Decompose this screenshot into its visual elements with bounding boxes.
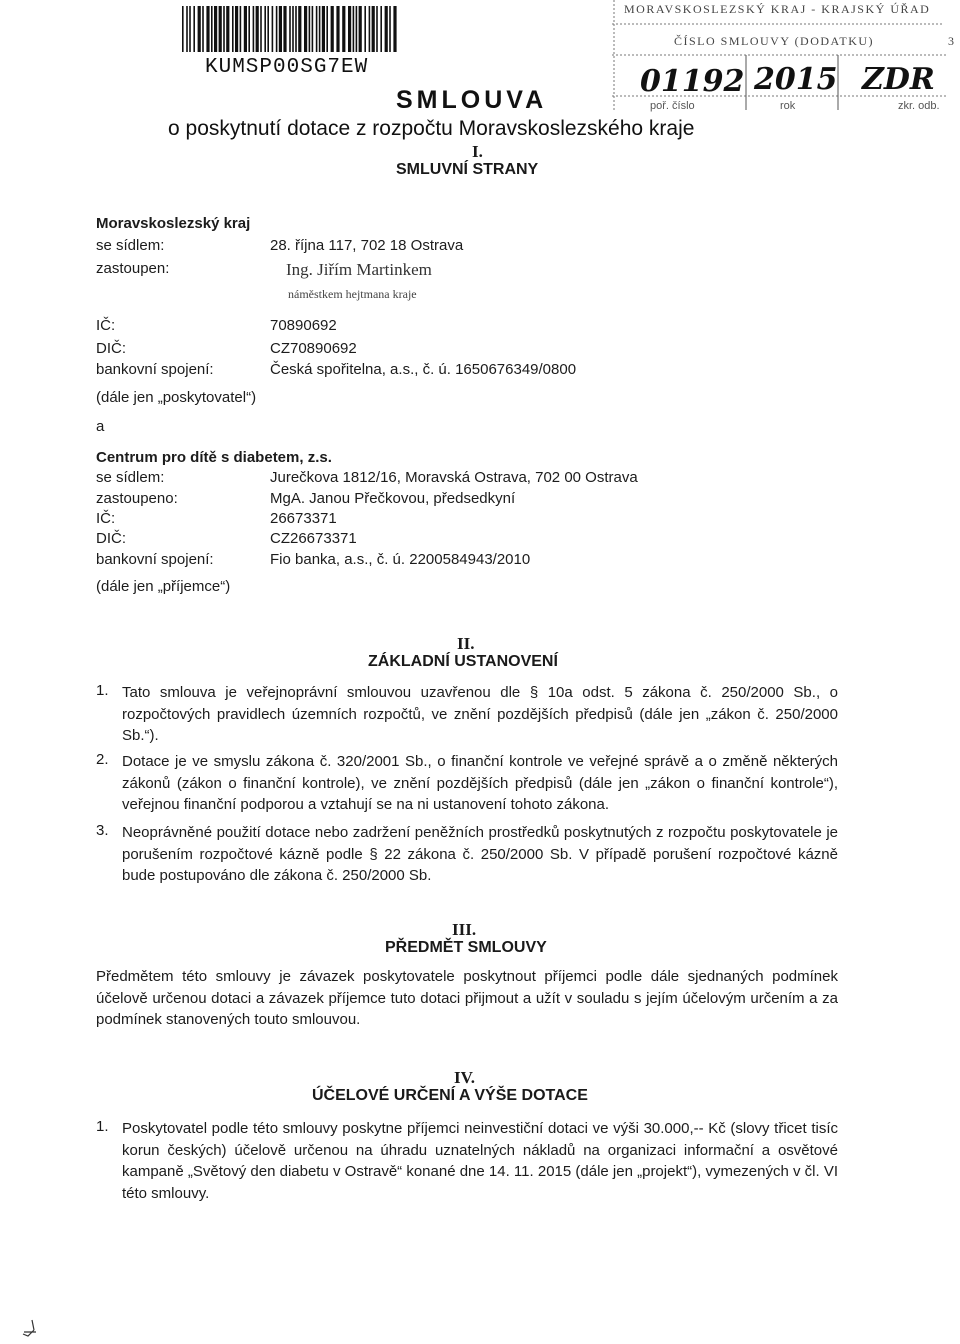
provider-ic: 70890692: [270, 317, 337, 334]
registration-office: MORAVSKOSLEZSKÝ KRAJ - KRAJSKÝ ÚŘAD: [624, 2, 931, 16]
section4-item1-text: Poskytovatel podle této smlouvy poskytne příjemci neinvestiční dotaci ve výši 30.000,-- Kč (slovy třicet tisíc korun českých) účelově určenou na úhradu uznatelných nákladů na organizaci informační a osvětové kampaně „Světový den diabetu v Ostravě“ konané dne 14. 11. 2015 (dále jen „projekt“), vymezených v čl. VI této smlouvy.: [122, 1120, 838, 1202]
section2-title: ZÁKLADNÍ USTANOVENÍ: [368, 653, 558, 670]
provider-rep-name: Ing. Jiřím Martinkem: [286, 260, 432, 279]
provider-dic: CZ70890692: [270, 340, 357, 357]
provider-seat: 28. října 117, 702 18 Ostrava: [270, 237, 464, 254]
recipient-seat: Jurečkova 1812/16, Moravská Ostrava, 702 00 Ostrava: [270, 469, 638, 486]
barcode-text: KUMSP00SG7EW: [205, 56, 369, 79]
recipient-alias: (dále jen „příjemce“): [96, 578, 231, 595]
section1-number: I.: [472, 142, 483, 161]
recipient-ic-label: IČ:: [96, 510, 116, 527]
recipient-dic-label: DIČ:: [96, 530, 126, 547]
registration-department-caption: zkr. odb.: [898, 100, 940, 112]
recipient-ic: 26673371: [270, 510, 337, 527]
section2-item2-number: 2.: [96, 751, 109, 768]
section4-item1-number: 1.: [96, 1118, 109, 1135]
section4-title: ÚČELOVÉ URČENÍ A VÝŠE DOTACE: [312, 1087, 588, 1104]
registration-order-number: 01192: [640, 64, 745, 99]
provider-rep-label: zastoupen:: [96, 260, 170, 277]
document-title: SMLOUVA: [396, 86, 548, 114]
registration-department: ZDR: [862, 62, 935, 97]
provider-name: Moravskoslezský kraj: [96, 215, 251, 232]
pen-mark: [20, 1312, 42, 1338]
section2-number: II.: [457, 634, 475, 653]
section4-number: IV.: [454, 1068, 475, 1087]
provider-alias: (dále jen „poskytovatel“): [96, 389, 257, 406]
registration-year-caption: rok: [780, 100, 796, 112]
provider-bank: Česká spořitelna, a.s., č. ú. 1650676349/0800: [270, 361, 577, 378]
provider-bank-label: bankovní spojení:: [96, 361, 214, 378]
section3-number: III.: [452, 920, 477, 939]
registration-contract-label: ČÍSLO SMLOUVY (DODATKU): [674, 34, 875, 48]
recipient-bank-label: bankovní spojení:: [96, 551, 214, 568]
registration-year: 2015: [754, 62, 838, 97]
provider-dic-label: DIČ:: [96, 340, 126, 357]
provider-ic-label: IČ:: [96, 317, 116, 334]
provider-seat-label: se sídlem:: [96, 237, 165, 254]
registration-order-caption: poř. číslo: [650, 100, 695, 112]
section2-item1-number: 1.: [96, 682, 109, 699]
recipient-seat-label: se sídlem:: [96, 469, 165, 486]
recipient-name: Centrum pro dítě s diabetem, z.s.: [96, 449, 332, 466]
section2-item3-number: 3.: [96, 822, 109, 839]
section2-item2-text: Dotace je ve smyslu zákona č. 320/2001 Sb., o finanční kontrole ve veřejné správě a o změně některých zákonů (zákon o finanční kontrole), ve znění pozdějších předpisů (dále jen „zákon o finanční kontrole“), veřejnou finanční podporou a vztahují se na ni ustanovení tohoto zákona.: [122, 753, 838, 813]
recipient-dic: CZ26673371: [270, 530, 357, 547]
section2-item1-text: Tato smlouva je veřejnoprávní smlouvou uzavřenou dle § 10a odst. 5 zákona č. 250/2000 Sb., o rozpočtových pravidlech územních rozpočtů, ve znění pozdějších předpisů (dále jen „zákon č. 250/2000 Sb.“).: [122, 684, 838, 744]
barcode: [182, 6, 400, 58]
section1-title: SMLUVNÍ STRANY: [396, 161, 539, 178]
recipient-rep-label: zastoupeno:: [96, 490, 178, 507]
recipient-rep: MgA. Janou Přečkovou, předsedkyní: [270, 490, 516, 507]
section3-title: PŘEDMĚT SMLOUVY: [385, 939, 547, 956]
section2-item3-text: Neoprávněné použití dotace nebo zadržení peněžních prostředků poskytnutých z rozpočtu poskytovatele je porušením rozpočtové kázně podle § 22 zákona č. 250/2000 Sb. V případě porušení rozpočtové kázně bude postupováno dle zákona č. 250/2000 Sb.: [122, 824, 838, 884]
registration-copy-mark: 3: [948, 34, 954, 48]
recipient-bank: Fio banka, a.s., č. ú. 2200584943/2010: [270, 551, 531, 568]
section3-text: Předmětem této smlouvy je závazek poskytovatele poskytnout příjemci podle dále sjednaných podmínek účelově určenou dotaci a závazek příjemce tuto dotaci přijmout a užít v souladu s jejím účelovým určením a za podmínek stanovených touto smlouvou.: [96, 968, 838, 1028]
document-subtitle: o poskytnutí dotace z rozpočtu Moravskoslezského kraje: [168, 117, 695, 140]
parties-conjunction: a: [96, 418, 105, 435]
provider-rep-role: náměstkem hejtmana kraje: [288, 287, 417, 301]
